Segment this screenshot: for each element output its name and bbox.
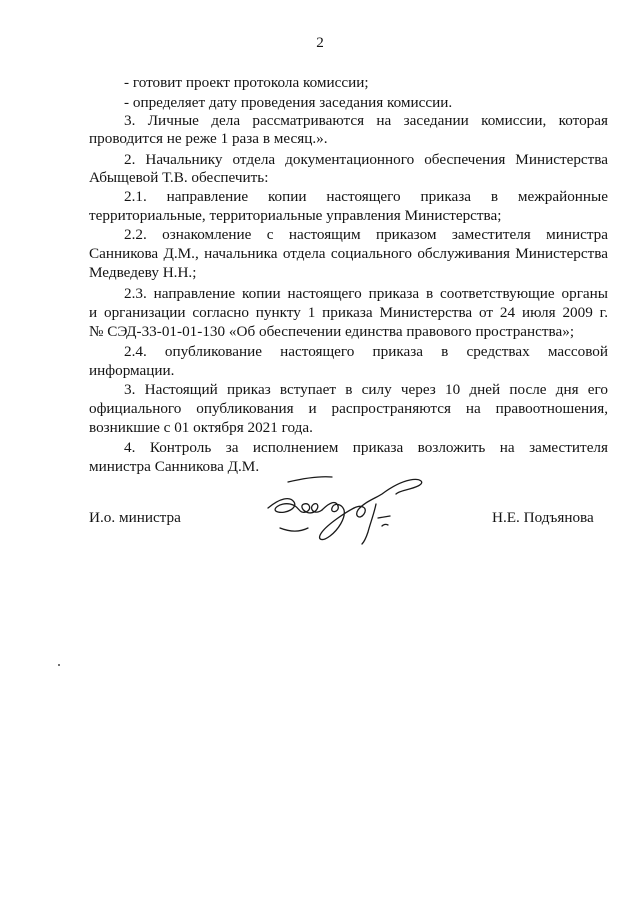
text-line: информации.	[89, 362, 175, 379]
text-line: 2.3. направление копии настоящего приказа в соответствующие органы	[124, 285, 608, 302]
text-line: 4. Контроль за исполнением приказа возложить на заместителя	[124, 439, 608, 456]
text-line: Абыщевой Т.В. обеспечить:	[89, 169, 269, 186]
text-line: Медведеву Н.Н.;	[89, 264, 197, 281]
text-line: территориальные, территориальные управления Министерства;	[89, 207, 502, 224]
text-line: 2.4. опубликование настоящего приказа в средствах массовой	[124, 343, 608, 360]
text-line: 3. Настоящий приказ вступает в силу через 10 дней после дня его	[124, 381, 608, 398]
page-number: 2	[316, 34, 324, 51]
text-line: 3. Личные дела рассматриваются на заседании комиссии, которая	[124, 112, 608, 129]
text-line: министра Санникова Д.М.	[89, 458, 260, 475]
text-line: 2.2. ознакомление с настоящим приказом заместителя министра	[124, 226, 608, 243]
signer-name: Н.Е. Подъянова	[492, 509, 594, 526]
text-line: проводится не реже 1 раза в месяц.».	[89, 130, 328, 147]
text-line: 2.1. направление копии настоящего приказа в межрайонные	[124, 188, 608, 205]
scan-speck	[58, 664, 60, 666]
text-line: - готовит проект протокола комиссии;	[124, 74, 369, 91]
signer-position: И.о. министра	[89, 509, 181, 526]
text-line: 2. Начальнику отдела документационного обеспечения Министерства	[124, 151, 608, 168]
text-line: официального опубликования и распространяются на правоотношения,	[89, 400, 608, 417]
text-line: - определяет дату проведения заседания комиссии.	[124, 94, 453, 111]
text-line: Санникова Д.М., начальника отдела социального обслуживания Министерства	[89, 245, 608, 262]
text-line: и организации согласно пункту 1 приказа Министерства от 24 июля 2009 г.	[89, 304, 608, 321]
text-line: № СЭД-33-01-01-130 «Об обеспечении единства правового пространства»;	[89, 323, 575, 340]
text-line: возникшие с 01 октября 2021 года.	[89, 419, 313, 436]
handwritten-signature	[250, 468, 450, 553]
